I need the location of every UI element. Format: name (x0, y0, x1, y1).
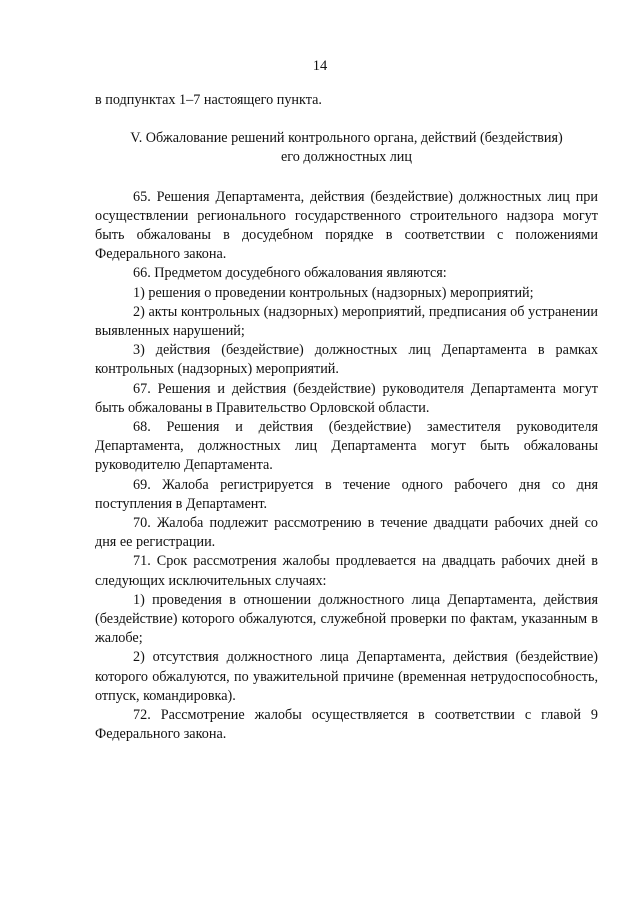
section-title (95, 129, 598, 167)
page-number: 14 (312, 58, 328, 74)
paragraph-66-item-3: 3) действия (бездействие) должностных лиц Департамента в рамках контрольных (надзорных) мероприятий. (95, 342, 598, 378)
paragraph-69: 69. Жалоба регистрируется в течение одного рабочего дня со дня поступления в Департамент. (95, 476, 598, 512)
section-title-line-2: его должностных лиц (281, 149, 412, 166)
document-body (95, 91, 598, 745)
paragraph-72: 72. Рассмотрение жалобы осуществляется в соответствии с главой 9 Федерального закона. (95, 707, 598, 743)
paragraph-70: 70. Жалоба подлежит рассмотрению в течение двадцати рабочих дней со дня ее регистрации. (95, 515, 598, 551)
continuation-text: в подпунктах 1–7 настоящего пункта. (95, 92, 322, 108)
paragraph-71: 71. Срок рассмотрения жалобы продлевается на двадцать рабочих дней в следующих исключительных случаях: (95, 553, 598, 589)
paragraph-66: 66. Предметом досудебного обжалования являются: (133, 265, 447, 282)
paragraph-66-item-2: 2) акты контрольных (надзорных) мероприятий, предписания об устранении выявленных нарушений; (95, 303, 598, 340)
paragraph-71-item-1: 1) проведения в отношении должностного лица Департамента, действия (бездействие) которого обжалуются, служебной проверки по фактам, указанным в жалобе; (95, 591, 598, 647)
paragraph-66-item-1: 1) решения о проведении контрольных (надзорных) мероприятий; (133, 284, 534, 301)
paragraph-71-item-2: 2) отсутствия должностного лица Департамента, действия (бездействие) которого обжалуются, по уважительной причине (временная нетрудоспособность, отпуск, командировка). (95, 649, 598, 704)
paragraph-68: 68. Решения и действия (бездействие) заместителя руководителя Департамента, должностных лиц Департамента могут быть обжалованы руководителю Департамента. (95, 419, 598, 474)
paragraph-67: 67. Решения и действия (бездействие) руководителя Департамента могут быть обжалованы в Правительство Орловской области. (95, 380, 598, 416)
section-title-line-1: V. Обжалование решений контрольного органа, действий (бездействия) (130, 130, 563, 147)
paragraph-65: 65. Решения Департамента, действия (бездействие) должностных лиц при осуществлении регионального государственного строительного надзора могут быть обжалованы в досудебном порядке в соответствии с положениями Федерального закона. (95, 188, 598, 263)
